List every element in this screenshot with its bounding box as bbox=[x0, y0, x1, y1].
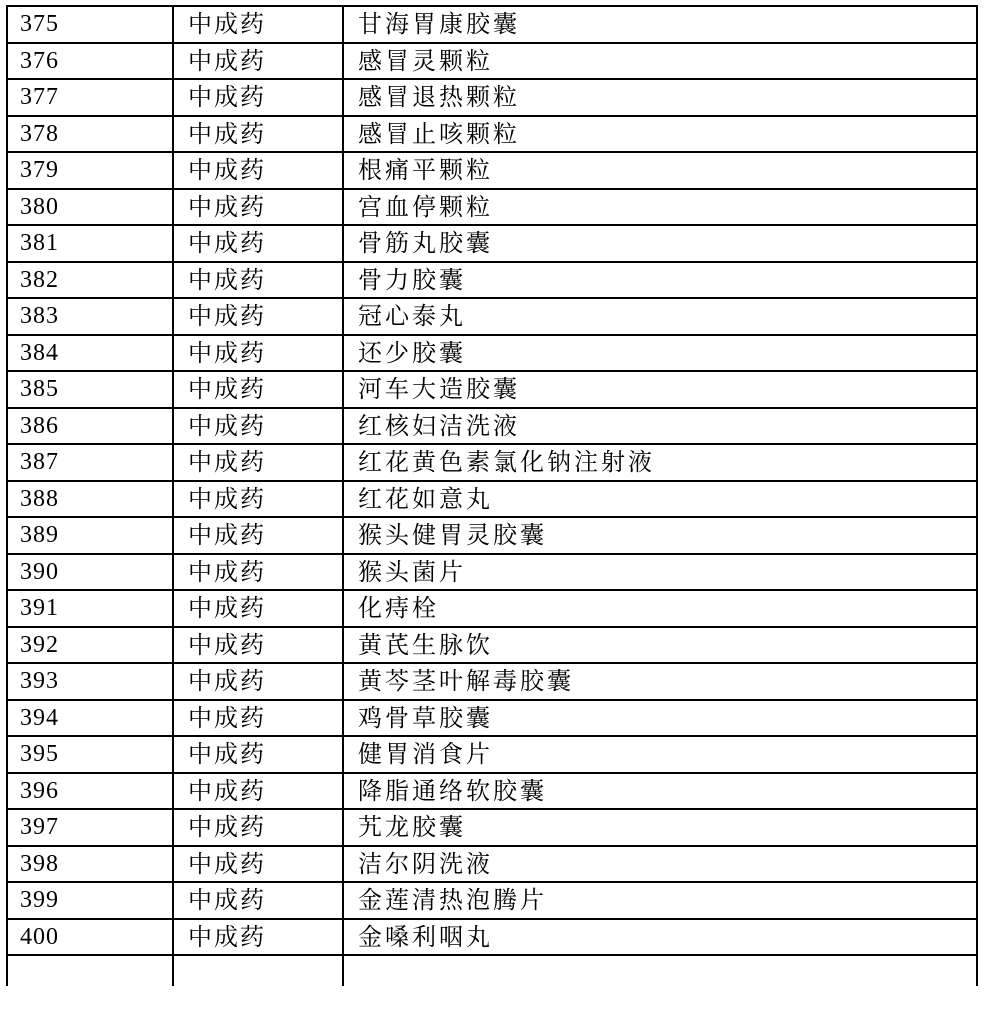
table-row bbox=[7, 809, 977, 846]
row-number-cell: 377 bbox=[7, 79, 173, 116]
table-row bbox=[7, 590, 977, 627]
row-number-cell: 389 bbox=[7, 517, 173, 554]
drug-name-cell: 冠心泰丸 bbox=[343, 298, 977, 335]
table-row bbox=[7, 79, 977, 116]
table-row bbox=[7, 371, 977, 408]
drug-name-cell: 感冒退热颗粒 bbox=[343, 79, 977, 116]
row-number-cell: 375 bbox=[7, 6, 173, 43]
drug-category-cell: 中成药 bbox=[173, 590, 343, 627]
table-row-partial bbox=[7, 955, 977, 986]
row-number-cell: 396 bbox=[7, 773, 173, 810]
row-number-cell: 399 bbox=[7, 882, 173, 919]
drug-name-cell: 甘海胃康胶囊 bbox=[343, 6, 977, 43]
row-number-cell: 383 bbox=[7, 298, 173, 335]
drug-category-cell: 中成药 bbox=[173, 6, 343, 43]
row-number-cell: 381 bbox=[7, 225, 173, 262]
drug-name-cell: 骨力胶囊 bbox=[343, 262, 977, 299]
row-number-cell: 393 bbox=[7, 663, 173, 700]
drug-category-cell: 中成药 bbox=[173, 663, 343, 700]
drug-category-cell: 中成药 bbox=[173, 262, 343, 299]
drug-category-cell: 中成药 bbox=[173, 736, 343, 773]
row-number-cell: 382 bbox=[7, 262, 173, 299]
table-row bbox=[7, 627, 977, 664]
drug-name-cell: 黄芪生脉饮 bbox=[343, 627, 977, 664]
drug-category-cell: 中成药 bbox=[173, 882, 343, 919]
table-row bbox=[7, 116, 977, 153]
row-number-cell: 394 bbox=[7, 700, 173, 737]
drug-category-cell: 中成药 bbox=[173, 919, 343, 956]
table-row bbox=[7, 773, 977, 810]
drug-category-cell: 中成药 bbox=[173, 554, 343, 591]
table-row bbox=[7, 408, 977, 445]
drug-name-cell: 鸡骨草胶囊 bbox=[343, 700, 977, 737]
row-number-cell: 391 bbox=[7, 590, 173, 627]
drug-name-cell: 化痔栓 bbox=[343, 590, 977, 627]
table-row bbox=[7, 298, 977, 335]
drug-name-cell: 洁尔阴洗液 bbox=[343, 846, 977, 883]
drug-category-cell: 中成药 bbox=[173, 408, 343, 445]
drug-category-cell: 中成药 bbox=[173, 116, 343, 153]
drug-list-body bbox=[7, 6, 977, 986]
drug-category-cell: 中成药 bbox=[173, 298, 343, 335]
drug-category-cell: 中成药 bbox=[173, 225, 343, 262]
row-number-cell: 376 bbox=[7, 43, 173, 80]
drug-name-cell: 红花黄色素氯化钠注射液 bbox=[343, 444, 977, 481]
drug-category-cell: 中成药 bbox=[173, 43, 343, 80]
drug-category-cell: 中成药 bbox=[173, 335, 343, 372]
table-row bbox=[7, 919, 977, 956]
drug-name-cell: 金嗓利咽丸 bbox=[343, 919, 977, 956]
table-row bbox=[7, 517, 977, 554]
table-row bbox=[7, 189, 977, 226]
row-number-cell: 387 bbox=[7, 444, 173, 481]
row-number-cell: 384 bbox=[7, 335, 173, 372]
partial-cell bbox=[173, 955, 343, 986]
drug-category-cell: 中成药 bbox=[173, 846, 343, 883]
row-number-cell: 400 bbox=[7, 919, 173, 956]
row-number-cell: 388 bbox=[7, 481, 173, 518]
table-row bbox=[7, 882, 977, 919]
row-number-cell: 379 bbox=[7, 152, 173, 189]
table-row bbox=[7, 6, 977, 43]
row-number-cell: 397 bbox=[7, 809, 173, 846]
drug-category-cell: 中成药 bbox=[173, 809, 343, 846]
row-number-cell: 378 bbox=[7, 116, 173, 153]
drug-name-cell: 降脂通络软胶囊 bbox=[343, 773, 977, 810]
drug-name-cell: 宫血停颗粒 bbox=[343, 189, 977, 226]
drug-category-cell: 中成药 bbox=[173, 371, 343, 408]
drug-category-cell: 中成药 bbox=[173, 481, 343, 518]
table-row bbox=[7, 736, 977, 773]
table-row bbox=[7, 43, 977, 80]
drug-category-cell: 中成药 bbox=[173, 773, 343, 810]
row-number-cell: 380 bbox=[7, 189, 173, 226]
drug-category-cell: 中成药 bbox=[173, 517, 343, 554]
drug-name-cell: 艽龙胶囊 bbox=[343, 809, 977, 846]
row-number-cell: 398 bbox=[7, 846, 173, 883]
row-number-cell: 392 bbox=[7, 627, 173, 664]
table-row bbox=[7, 846, 977, 883]
table-row bbox=[7, 225, 977, 262]
drug-list-table bbox=[6, 5, 978, 986]
drug-name-cell: 红核妇洁洗液 bbox=[343, 408, 977, 445]
row-number-cell: 386 bbox=[7, 408, 173, 445]
table-row bbox=[7, 554, 977, 591]
drug-name-cell: 金莲清热泡腾片 bbox=[343, 882, 977, 919]
row-number-cell: 385 bbox=[7, 371, 173, 408]
drug-name-cell: 感冒灵颗粒 bbox=[343, 43, 977, 80]
drug-name-cell: 黄芩茎叶解毒胶囊 bbox=[343, 663, 977, 700]
drug-category-cell: 中成药 bbox=[173, 79, 343, 116]
drug-name-cell: 还少胶囊 bbox=[343, 335, 977, 372]
drug-name-cell: 健胃消食片 bbox=[343, 736, 977, 773]
row-number-cell: 395 bbox=[7, 736, 173, 773]
table-row bbox=[7, 262, 977, 299]
drug-name-cell: 猴头健胃灵胶囊 bbox=[343, 517, 977, 554]
partial-cell bbox=[343, 955, 977, 986]
table-row bbox=[7, 335, 977, 372]
drug-category-cell: 中成药 bbox=[173, 189, 343, 226]
drug-category-cell: 中成药 bbox=[173, 700, 343, 737]
drug-name-cell: 红花如意丸 bbox=[343, 481, 977, 518]
drug-name-cell: 根痛平颗粒 bbox=[343, 152, 977, 189]
drug-name-cell: 河车大造胶囊 bbox=[343, 371, 977, 408]
drug-name-cell: 猴头菌片 bbox=[343, 554, 977, 591]
table-row bbox=[7, 700, 977, 737]
table-row bbox=[7, 663, 977, 700]
drug-category-cell: 中成药 bbox=[173, 444, 343, 481]
drug-category-cell: 中成药 bbox=[173, 152, 343, 189]
table-row bbox=[7, 444, 977, 481]
row-number-cell: 390 bbox=[7, 554, 173, 591]
table-row bbox=[7, 152, 977, 189]
partial-cell bbox=[7, 955, 173, 986]
drug-name-cell: 感冒止咳颗粒 bbox=[343, 116, 977, 153]
table-row bbox=[7, 481, 977, 518]
drug-category-cell: 中成药 bbox=[173, 627, 343, 664]
drug-name-cell: 骨筋丸胶囊 bbox=[343, 225, 977, 262]
